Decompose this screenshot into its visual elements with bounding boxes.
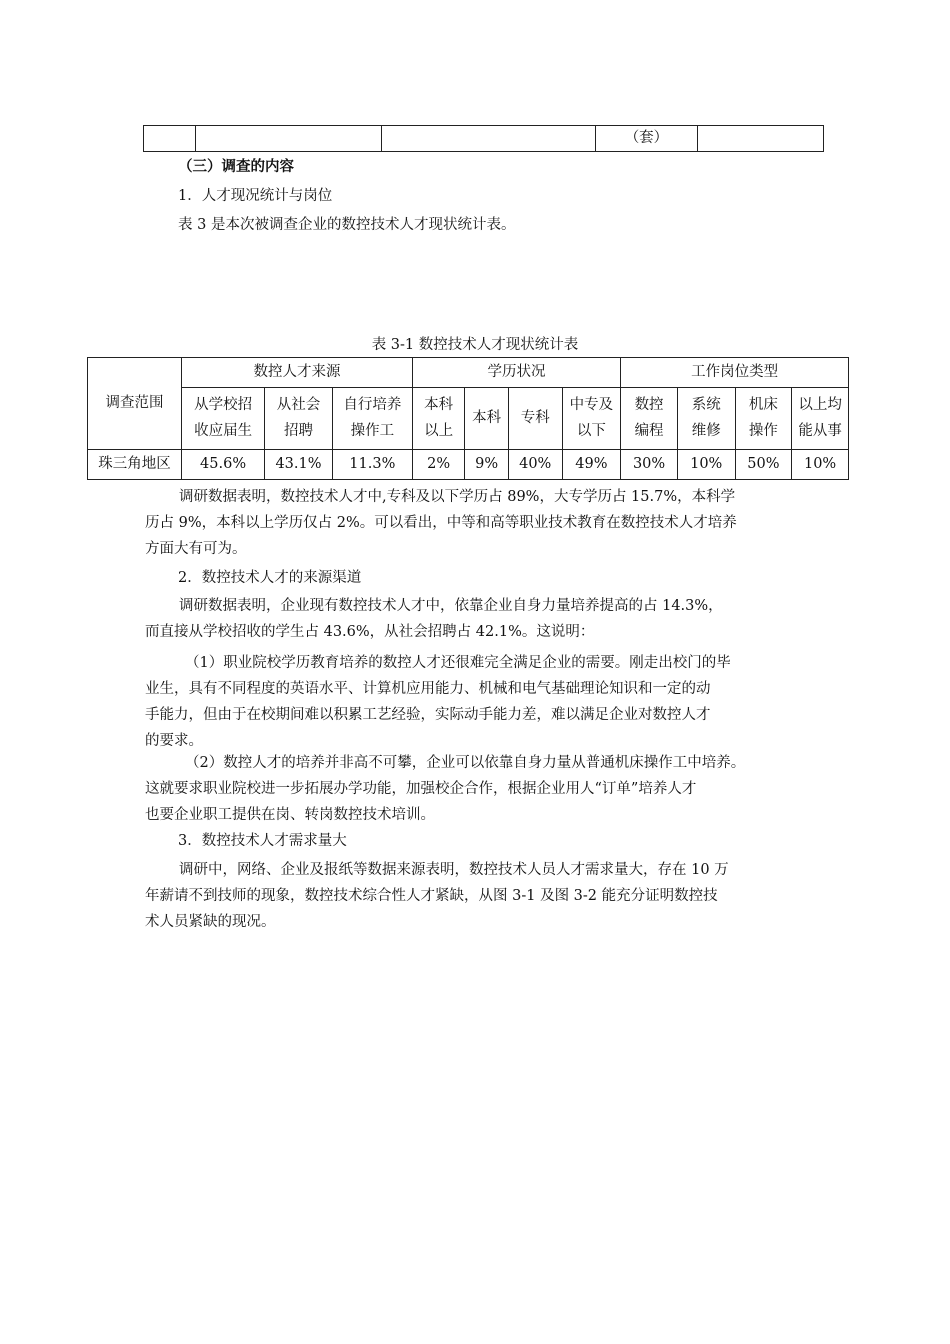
paragraph-demand [145, 857, 815, 935]
text-line: 而直接从学校招收的学生占 43.6%，从社会招聘占 42.1%。这说明： [145, 624, 595, 640]
value-cell: 50% [735, 450, 792, 480]
table-caption: 表 3-1 数控技术人才现状统计表 [371, 337, 579, 353]
text-line: 调研数据表明，数控技术人才中,专科及以下学历占 89%，大专学历占 15.7%，本科学 [179, 489, 736, 505]
value-cell: 2% [412, 450, 465, 480]
value-cell: 49% [562, 450, 621, 480]
text-line: （1）职业院校学历教育培养的数控人才还很难完全满足企业的需要。刚走出校门的毕 [185, 655, 731, 671]
table-cell [195, 126, 382, 152]
section-heading: （三）调查的内容 [178, 158, 294, 175]
value-cell: 10% [792, 450, 849, 480]
subheading-3: 3．数控技术人才需求量大 [178, 833, 347, 849]
group-header: 工作岗位类型 [621, 358, 849, 388]
value-cell: 30% [621, 450, 678, 480]
text-line: （2）数控人才的培养并非高不可攀，企业可以依靠自身力量从普通机床操作工中培养。 [185, 755, 746, 771]
value-cell: 45.6% [182, 450, 265, 480]
group-header: 数控人才来源 [182, 358, 413, 388]
paragraph-source-stats [145, 593, 815, 645]
paragraph-point-2 [145, 750, 815, 828]
column-header: 系统 维修 [677, 388, 735, 450]
group-header: 学历状况 [412, 358, 620, 388]
text-line: 年薪请不到技师的现象，数控技术综合性人才紧缺，从图 3-1 及图 3-2 能充分证明数控技 [145, 888, 718, 904]
column-header: 数控 编程 [621, 388, 678, 450]
column-header: 本科 以上 [412, 388, 465, 450]
column-header: 机床 操作 [735, 388, 792, 450]
column-header: 专科 [508, 388, 562, 450]
value-cell: 40% [508, 450, 562, 480]
talent-stats-table [87, 357, 849, 480]
subheading-1: 1．人才现况统计与岗位 [178, 188, 333, 204]
text-line: 术人员紧缺的现况。 [145, 914, 276, 930]
row-label: 珠三角地区 [88, 450, 182, 480]
value-cell: 43.1% [265, 450, 333, 480]
text-line: 也要企业职工提供在岗、转岗数控技术培训。 [145, 807, 435, 823]
value-cell: 9% [465, 450, 509, 480]
text-line: 调研数据表明，企业现有数控技术人才中，依靠企业自身力量培养提高的占 14.3%， [179, 598, 723, 614]
column-header: 本科 [465, 388, 509, 450]
subheading-2: 2．数控技术人才的来源渠道 [178, 570, 362, 586]
text-line: 的要求。 [145, 733, 203, 749]
text-line: 手能力，但由于在校期间难以积累工艺经验，实际动手能力差，难以满足企业对数控人才 [145, 707, 711, 723]
intro-text: 表 3 是本次被调查企业的数控技术人才现状统计表。 [178, 217, 516, 233]
column-header: 自行培养 操作工 [332, 388, 412, 450]
column-header: 中专及 以下 [562, 388, 621, 450]
value-cell: 10% [677, 450, 735, 480]
value-cell: 11.3% [332, 450, 412, 480]
row-header: 调查范围 [88, 358, 182, 450]
unit-cell: （套） [596, 126, 698, 152]
column-header: 以上均 能从事 [792, 388, 849, 450]
text-line: 历占 9%，本科以上学历仅占 2%。可以看出，中等和高等职业技术教育在数控技术人才培养 [145, 515, 737, 531]
text-line: 这就要求职业院校进一步拓展办学功能，加强校企合作，根据企业用人“订单”培养人才 [145, 781, 697, 797]
paragraph-education-stats [145, 484, 815, 562]
text-line: 方面大有可为。 [145, 541, 247, 557]
text-line: 业生，具有不同程度的英语水平、计算机应用能力、机械和电气基础理论知识和一定的动 [145, 681, 711, 697]
table-cell [382, 126, 596, 152]
table-cell [144, 126, 196, 152]
table-cell [697, 126, 823, 152]
column-header: 从学校招 收应届生 [182, 388, 265, 450]
previous-table-fragment [143, 125, 824, 152]
column-header: 从社会 招聘 [265, 388, 333, 450]
paragraph-point-1 [145, 650, 815, 754]
text-line: 调研中，网络、企业及报纸等数据来源表明，数控技术人员人才需求量大，存在 10 万 [179, 862, 729, 878]
